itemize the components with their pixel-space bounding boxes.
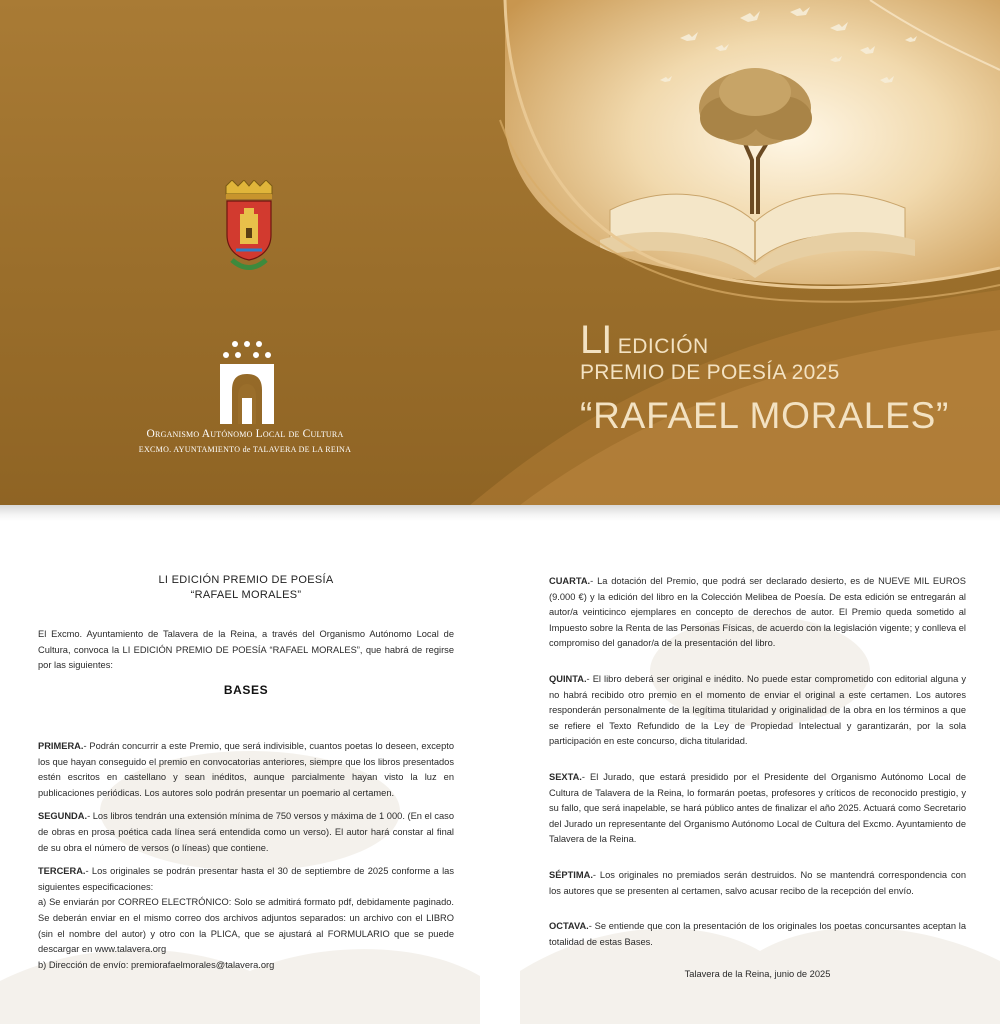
cover-premio-line: PREMIO DE POESÍA 2025 — [580, 361, 840, 384]
document-title-line1: LI EDICIÓN PREMIO DE POESÍA — [158, 574, 334, 586]
article-primera — [38, 739, 454, 801]
article-label: QUINTA. — [549, 673, 587, 684]
cover-edition-word: EDICIÓN — [617, 335, 709, 358]
article-segunda — [38, 809, 454, 856]
bases-heading: BASES — [223, 683, 269, 697]
article-tercera-a: a) Se enviarán por CORREO ELECTRÓNICO: Solo se admitirá formato pdf, debidamente paginado. Se deberán enviar en el mismo correo dos archivos adjuntos separados: un archivo con el LIBRO (sin el nombre del autor) y otro con la PLICA, que se ajustará al FORMULARIO que se puede descargar en www.talavera.org — [38, 897, 454, 955]
article-label: SÉPTIMA. — [549, 869, 593, 880]
article-label: SEGUNDA. — [38, 811, 88, 822]
document-title-line2: “RAFAEL MORALES” — [190, 589, 302, 601]
article-label: OCTAVA. — [549, 921, 589, 932]
org-name: Organismo Autónomo Local de Cultura — [146, 428, 344, 440]
article-label: SEXTA. — [549, 771, 582, 782]
organismo-logo-icon — [212, 338, 282, 428]
closing-date: Talavera de la Reina, junio de 2025 — [684, 969, 831, 979]
coat-of-arms-icon — [218, 180, 280, 270]
article-label: TERCERA. — [38, 866, 86, 877]
cover-panel — [0, 0, 1000, 505]
cover-edition-number: LI — [580, 318, 612, 362]
article-text: - Los originales no premiados serán destruidos. No se mantendrá correspondencia con los autores que se presenten al certamen, salvo acusar recibo de la recepción del envío. — [549, 869, 966, 896]
article-septima — [549, 868, 966, 899]
article-label: CUARTA. — [549, 576, 591, 586]
article-sexta — [549, 770, 966, 848]
cover-title-block — [580, 318, 980, 437]
cover-prize-name: “RAFAEL MORALES” — [580, 395, 950, 436]
article-quinta — [549, 672, 966, 750]
article-cuarta — [549, 574, 966, 652]
article-tercera-b: b) Dirección de envío: premiorafaelmorales@talavera.org — [38, 959, 275, 970]
right-column — [549, 574, 966, 950]
bases-page — [0, 521, 1000, 1024]
cover-edition-line — [580, 318, 980, 363]
org-subtitle: EXCMO. AYUNTAMIENTO de TALAVERA DE LA REINA — [138, 445, 352, 454]
fold-divider — [0, 505, 1000, 521]
article-text: - El Jurado, que estará presidido por el Presidente del Organismo Autónomo Local de Cultura de Talavera de la Reina, lo formarán poetas, profesores y críticos de reconocido prestigio, y su fallo, que será inapelable, se hará público antes de finalizar el año 2025. Actuará como Secretario del Jurado un representante del Organismo Autónomo Local de Cultura del Excmo. Ayuntamiento de Talavera de la Reina. — [549, 771, 966, 845]
document-title — [38, 573, 454, 603]
article-tercera — [38, 864, 454, 895]
article-label: PRIMERA. — [38, 741, 84, 751]
left-column-articles — [38, 739, 454, 973]
article-text: - Se entiende que con la presentación de los originales los poetas concursantes aceptan la totalidad de estas Bases. — [549, 921, 966, 947]
article-text: - Los libros tendrán una extensión mínima de 750 versos y máxima de 1 000. (En el caso de obras en prosa poética cada línea será entendida como un verso). El autor hará constar al final de su obra el número de versos (o líneas) que contiene. — [38, 811, 454, 853]
article-octava — [549, 919, 966, 950]
intro-paragraph: El Excmo. Ayuntamiento de Talavera de la Reina, a través del Organismo Autónomo Local de Cultura, convoca la LI EDICIÓN PREMIO DE POESÍA “RAFAEL MORALES”, que habrá de regirse por las siguientes: — [38, 629, 454, 671]
article-text: - El libro deberá ser original e inédito. No puede estar comprometido con editorial alguna y no habrá recibido otro premio en el momento de enviar el original a este certamen. Los autores responderán personalmente de la legítima titularidad y originalidad de la obra en los términos a que se refiere el Texto Refundido de la Ley de Propiedad Intelectual y garantizarán, por la sola participación en este concurso, dicha titularidad. — [549, 673, 966, 747]
article-text: - La dotación del Premio, que podrá ser declarado desierto, es de NUEVE MIL EUROS (9.000 €) y la edición del libro en la Colección Melibea de Poesía. De esta edición se entregarán al autor/a veinticinco ejemplares en concepto de derechos de autor. El Premio queda sometido al Impuesto sobre la Renta de las Personas Físicas, de acuerdo con la legislación vigente; y conlleva el compromiso del ganador/a de la presentación del libro. — [549, 576, 966, 649]
article-text: - Podrán concurrir a este Premio, que será indivisible, cuantos poetas lo deseen, excepto los que hayan conseguido el premio en convocatorias anteriores, siempre que los libros presentados estén escritos en castellano y sean inéditos, aunque parcialmente hayan visto la luz en publicaciones periódicas. Los autores solo podrán presentar un poemario al certamen. — [38, 741, 454, 798]
article-text: - Los originales se podrán presentar hasta el 30 de septiembre de 2025 conforme a las siguientes especificaciones: — [38, 866, 454, 892]
